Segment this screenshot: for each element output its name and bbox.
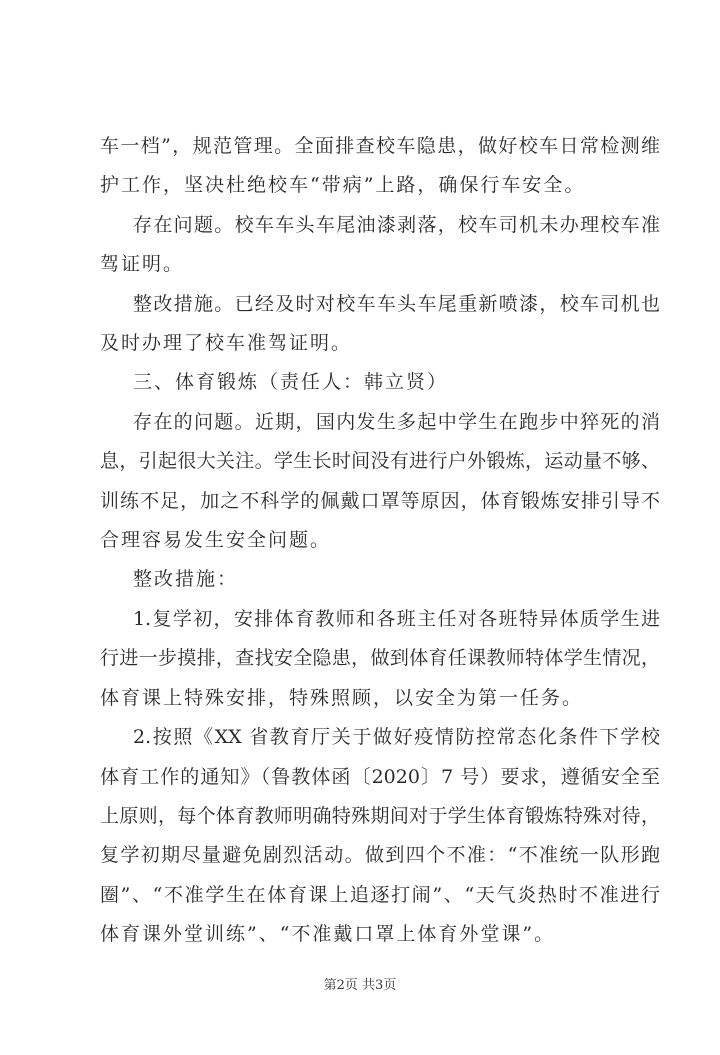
text-line: 合理容易发生安全问题。 bbox=[100, 529, 332, 552]
text-line: 体育课上特殊安排，特殊照顾，以安全为第一任务。 bbox=[100, 686, 584, 709]
text-line: 护工作，坚决杜绝校车“带病”上路，确保行车安全。 bbox=[100, 174, 586, 197]
text-line: 上原则，每个体育教师明确特殊期间对于学生体育锻炼特殊对待， bbox=[100, 804, 660, 827]
page-number-footer: 第2页 共3页 bbox=[323, 977, 397, 993]
text-line: 行进一步摸排，查找安全隐患，做到体育任课教师特体学生情况， bbox=[100, 647, 660, 670]
text-line: 存在的问题。近期，国内发生多起中学生在跑步中猝死的消 bbox=[133, 410, 660, 433]
paragraph-bus-problems bbox=[100, 206, 660, 285]
text-line: 息，引起很大关注。学生长时间没有进行户外锻炼，运动量不够、 bbox=[100, 450, 660, 473]
text-line: 整改措施。已经及时对校车车头车尾重新喷漆，校车司机也 bbox=[133, 292, 660, 315]
section-heading-pe bbox=[100, 363, 660, 402]
text-line: 2.按照《XX 省教育厅关于做好疫情防控常态化条件下学校 bbox=[133, 726, 660, 749]
paragraph-school-bus-management bbox=[100, 127, 660, 206]
text-line: 1.复学初，安排体育教师和各班主任对各班特异体质学生进 bbox=[133, 607, 660, 630]
text-line: 驾证明。 bbox=[100, 253, 185, 276]
text-line: 车一档”，规范管理。全面排查校车隐患，做好校车日常检测维 bbox=[100, 135, 660, 157]
text-line: 整改措施： bbox=[133, 568, 239, 591]
text-line: 体育课外堂训练”、“不准戴口罩上体育外堂课”。 bbox=[100, 923, 556, 946]
paragraph-bus-measures bbox=[100, 285, 660, 364]
paragraph-pe-problems bbox=[100, 403, 660, 561]
paragraph-pe-measures-title bbox=[100, 560, 660, 599]
text-line: 训练不足，加之不科学的佩戴口罩等原因，体育锻炼安排引导不 bbox=[100, 489, 660, 512]
text-line: 及时办理了校车准驾证明。 bbox=[100, 332, 353, 355]
text-line: 复学初期尽量避免剧烈活动。做到四个不准：“不准统一队形跑 bbox=[100, 844, 660, 867]
text-line: 体育工作的通知》（鲁教体函〔2020〕7 号）要求，遵循安全至 bbox=[100, 765, 660, 788]
text-line: 圈”、“不准学生在体育课上追逐打闹”、“天气炎热时不准进行 bbox=[100, 883, 660, 906]
heading-line: 三、体育锻炼（责任人：韩立贤） bbox=[133, 371, 449, 394]
paragraph-measure-2 bbox=[100, 718, 660, 954]
text-line: 存在问题。校车车头车尾油漆剥落，校车司机未办理校车准 bbox=[133, 213, 660, 236]
paragraph-measure-1 bbox=[100, 600, 660, 718]
document-body bbox=[100, 127, 660, 955]
